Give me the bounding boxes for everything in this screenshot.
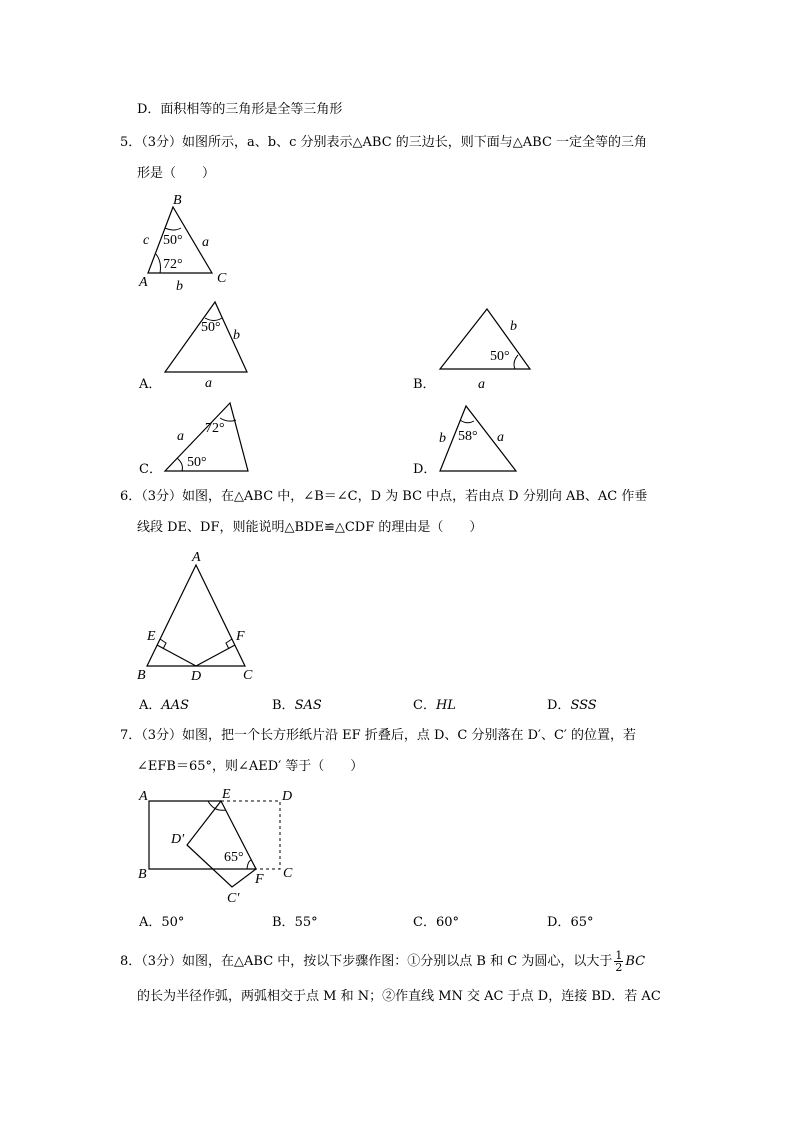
q7-stem-line2: ∠EFB＝65°，则∠AED′ 等于（ ） (137, 759, 364, 774)
q8-stem-line1: 8．（3分）如图，在△ABC 中，按以下步骤作图：①分别以点 B 和 C 为圆心，以大于 $\frac{1}{2}$ BC (120, 949, 646, 974)
svg-text:D: D (282, 789, 293, 804)
q7-rectangle-figure (138, 787, 293, 906)
q5-label-a: a (202, 235, 209, 250)
svg-text:E: E (222, 787, 231, 802)
q6-stem-line2: 线段 DE、DF，则能说明△BDE≌△CDF 的理由是（ ） (137, 520, 483, 535)
q5-option-a-figure (165, 302, 247, 391)
q7-option-c[interactable]: C．60° (413, 915, 459, 930)
svg-text:F: F (236, 629, 245, 644)
svg-text:C: C (283, 866, 293, 881)
q5-label-A: A (139, 275, 148, 290)
svg-text:A: A (192, 550, 201, 565)
q6-triangle-figure (137, 550, 253, 684)
q5-option-d[interactable]: D． (413, 462, 437, 477)
q6-option-c[interactable]: C．HL (413, 698, 456, 713)
svg-text:D′: D′ (171, 832, 185, 847)
svg-text:F: F (255, 872, 264, 887)
q5-option-b[interactable]: B． (413, 377, 436, 392)
q6-stem-line1: 6．（3分）如图，在△ABC 中，∠B＝∠C，D 为 BC 中点，若由点 D 分别向 AB、AC 作垂 (120, 489, 648, 504)
q5-label-b: b (176, 279, 183, 294)
svg-text:B: B (137, 668, 146, 683)
svg-text:a: a (177, 429, 184, 444)
q5-label-C: C (217, 271, 227, 286)
q5-label-B: B (173, 193, 182, 208)
q4-option-d: D．面积相等的三角形是全等三角形 (137, 102, 343, 117)
q5-angle-B: 50° (163, 233, 183, 248)
svg-text:65°: 65° (224, 850, 244, 865)
svg-text:b: b (510, 319, 517, 334)
q5-option-b-figure (440, 309, 530, 392)
q7-stem-line1: 7．（3分）如图，把一个长方形纸片沿 EF 折叠后，点 D、C 分别落在 D′、C′ 的位置，若 (120, 728, 636, 743)
q5-option-c[interactable]: C． (139, 462, 162, 477)
q6-option-a[interactable]: A．AAS (139, 698, 190, 713)
q5-stem-line1: 5．（3分）如图所示，a、b、c 分别表示△ABC 的三边长，则下面与△ABC 一定全等的三角 (120, 135, 648, 150)
q7-option-a[interactable]: A．50° (139, 915, 185, 930)
svg-text:72°: 72° (205, 421, 225, 436)
svg-text:50°: 50° (201, 320, 221, 335)
svg-text:50°: 50° (490, 349, 510, 364)
q7-option-d[interactable]: D．65° (547, 915, 594, 930)
q5-option-a[interactable]: A． (139, 377, 162, 392)
svg-text:a: a (478, 377, 485, 392)
q8-stem-line2: 的长为半径作弧，两弧相交于点 M 和 N；②作直线 MN 交 AC 于点 D，连接 BD．若 AC (137, 989, 661, 1004)
q5-angle-A: 72° (163, 257, 183, 272)
svg-text:a: a (497, 430, 504, 445)
svg-text:E: E (147, 629, 156, 644)
svg-text:58°: 58° (458, 429, 478, 444)
svg-text:D: D (191, 669, 202, 684)
q5-reference-triangle (138, 193, 227, 294)
q6-option-d[interactable]: D．SSS (547, 698, 597, 713)
svg-text:a: a (205, 376, 212, 391)
q5-option-d-figure (439, 406, 516, 471)
svg-text:A: A (139, 789, 148, 804)
svg-text:C: C (243, 668, 253, 683)
svg-text:B: B (138, 867, 147, 882)
q5-stem-line2: 形是（ ） (137, 166, 216, 181)
svg-text:b: b (233, 328, 240, 343)
q7-option-b[interactable]: B．55° (272, 915, 318, 930)
svg-text:b: b (439, 431, 446, 446)
fraction-one-half: $\frac{1}{2}$ (615, 949, 623, 974)
svg-text:50°: 50° (187, 455, 207, 470)
q5-label-c: c (143, 233, 150, 248)
svg-text:C′: C′ (227, 891, 240, 906)
q6-option-b[interactable]: B．SAS (272, 698, 322, 713)
q5-option-c-figure (165, 403, 248, 471)
